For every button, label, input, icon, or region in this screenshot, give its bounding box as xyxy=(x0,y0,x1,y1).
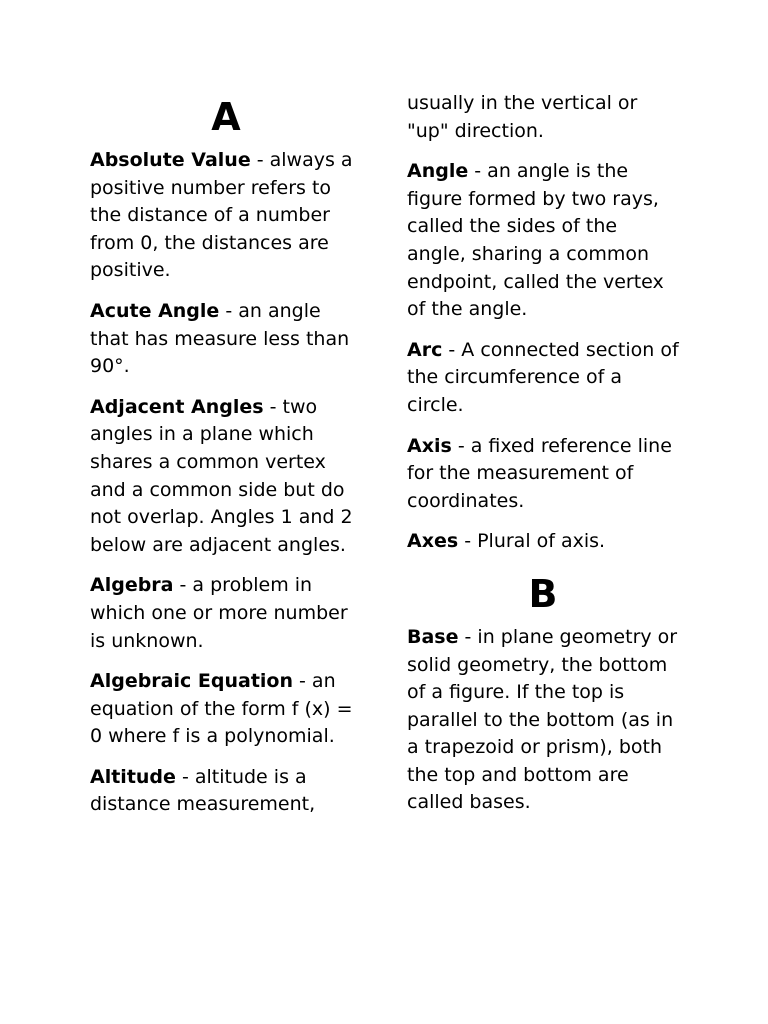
right-column xyxy=(407,90,679,830)
entry-term: Base xyxy=(407,625,459,648)
glossary-entry-continuation: usually in the vertical or "up" direction. xyxy=(407,92,638,142)
entry-definition: - an equation of the form f (x) = 0 where f is a polynomial. xyxy=(90,670,353,748)
entry-term: Algebraic Equation xyxy=(90,670,293,693)
entry-term: Adjacent Angles xyxy=(90,395,264,418)
entry-term: Axes xyxy=(407,530,459,553)
entry-term: Absolute Value xyxy=(90,149,251,171)
glossary-entry-altitude xyxy=(90,764,362,819)
entry-term: Altitude xyxy=(90,765,176,788)
entry-definition: - Plural of axis. xyxy=(458,530,606,553)
entry-definition: - A connected section of the circumference of a circle. xyxy=(407,338,679,416)
entry-definition: - a problem in which one or more number is unknown. xyxy=(90,574,348,652)
glossary-entry-algebraic-equation xyxy=(90,668,362,751)
entry-definition: - an angle is the figure formed by two rays, called the sides of the angle, sharing a common endpoint, called the vertex of the angle. xyxy=(407,160,664,321)
entry-definition: - altitude is a distance measurement, xyxy=(90,765,316,816)
entry-definition: - always a positive number refers to the distance of a number from 0, the distances are positive. xyxy=(90,149,353,282)
entry-definition: - an angle that has measure less than 90°. xyxy=(90,299,350,378)
entry-term: Angle xyxy=(407,160,469,183)
entry-term: Algebra xyxy=(90,574,174,597)
entry-term: Arc xyxy=(407,338,443,361)
glossary-entry-absolute-value xyxy=(90,147,362,285)
entry-definition: - in plane geometry or solid geometry, the bottom of a figure. If the top is parallel to the bottom (as in a trapezoid or prism), both the top and bottom are called bases. xyxy=(407,625,678,814)
entry-term: Acute Angle xyxy=(90,299,220,322)
glossary-entry-angle xyxy=(407,158,679,324)
glossary-entry-adjacent-angles xyxy=(90,394,362,560)
glossary-entry-axes xyxy=(407,528,679,556)
glossary-entry-arc xyxy=(407,337,679,420)
section-heading-a: A xyxy=(211,95,241,139)
glossary-entry-base xyxy=(407,624,679,817)
section-heading-b: B xyxy=(528,571,558,616)
entry-definition: - a fixed reference line for the measurement of coordinates. xyxy=(407,434,672,512)
glossary-entry-algebra xyxy=(90,572,362,655)
entry-definition: - two angles in a plane which shares a common vertex and a common side but do not overlap. Angles 1 and 2 below are adjacent angles. xyxy=(90,395,353,556)
glossary-entry-axis xyxy=(407,433,679,516)
entry-term: Axis xyxy=(407,434,452,457)
left-column xyxy=(90,90,362,832)
glossary-entry-acute-angle xyxy=(90,298,362,381)
